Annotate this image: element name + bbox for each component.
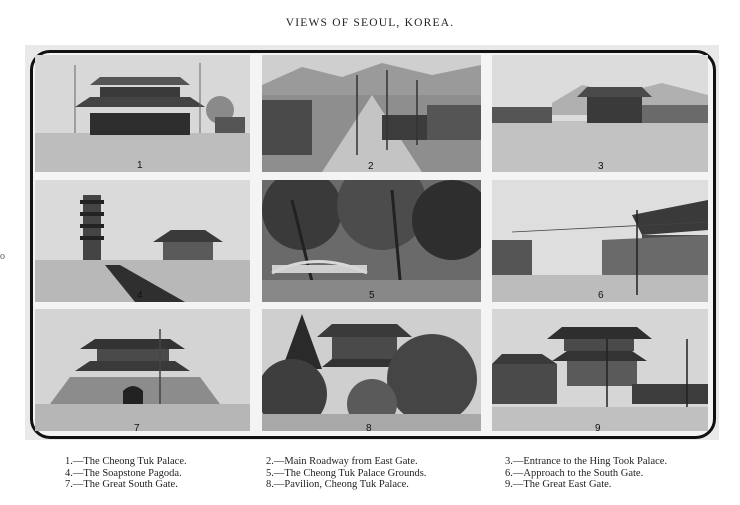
photo-number: 1 — [137, 160, 143, 171]
photo-cheong-tuk-grounds — [262, 180, 481, 302]
caption: 7.—The Great South Gate. — [65, 479, 178, 490]
caption: 4.—The Soapstone Pagoda. — [65, 467, 182, 479]
margin-mark: o — [0, 251, 5, 262]
photo-south-gate-approach — [492, 180, 708, 302]
photo-great-south-gate — [35, 309, 250, 431]
photo-number: 7 — [134, 423, 140, 434]
photo-number: 6 — [598, 290, 604, 301]
photo-soapstone-pagoda — [35, 180, 250, 302]
photo-cheong-tuk-palace — [35, 55, 250, 172]
caption: 6.—Approach to the South Gate. — [505, 467, 644, 479]
photo-great-east-gate — [492, 309, 708, 431]
photo-main-roadway — [262, 55, 481, 172]
caption: 9.—The Great East Gate. — [505, 479, 612, 490]
photo-number: 8 — [366, 423, 372, 434]
page-title: VIEWS OF SEOUL, KOREA. — [285, 17, 455, 29]
caption: 3.—Entrance to the Hing Took Palace. — [505, 456, 668, 467]
photo-number: 2 — [368, 161, 374, 172]
photo-number: 9 — [595, 423, 601, 434]
caption-block — [0, 456, 740, 496]
caption: 2.—Main Roadway from East Gate. — [266, 456, 418, 467]
photo-number: 5 — [369, 290, 375, 301]
caption: 1.—The Cheong Tuk Palace. — [65, 456, 187, 467]
photo-number: 3 — [598, 161, 604, 172]
caption: 5.—The Cheong Tuk Palace Grounds. — [266, 467, 427, 479]
photo-number: 4 — [137, 290, 143, 301]
photo-hing-took-entrance — [492, 55, 708, 172]
caption: 8.—Pavilion, Cheong Tuk Palace. — [266, 479, 409, 490]
photo-cheong-tuk-pavilion — [262, 309, 481, 431]
